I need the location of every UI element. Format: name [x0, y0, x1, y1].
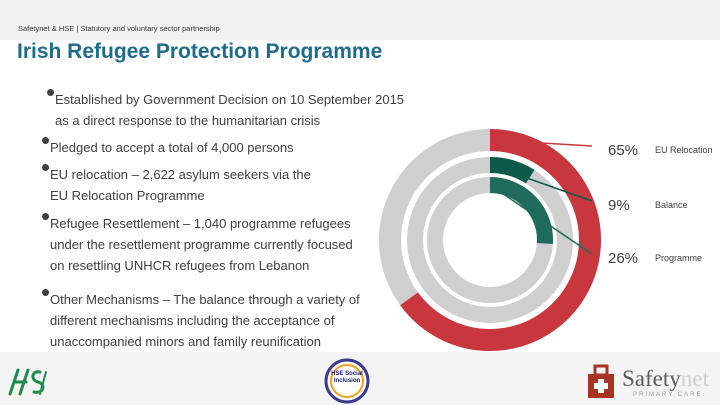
bullet-line: different mechanisms including the acceptance of [50, 313, 335, 328]
bullet-line: under the resettlement programme currently focused [50, 237, 353, 252]
hse-social-inclusion-seal [319, 358, 375, 404]
series-label: EU Relocation [655, 145, 713, 155]
safetynet-logo [580, 358, 720, 405]
bullet-line: as a direct response to the humanitarian crisis [55, 113, 321, 128]
leader-line [490, 185, 592, 254]
ring-track-eu-relocation [390, 140, 590, 340]
ring-arc-balance [490, 165, 530, 177]
leader-line [490, 165, 592, 201]
hse-logo [6, 364, 52, 398]
value-label: 9% [608, 197, 630, 214]
ring-arc-eu-relocation [409, 140, 590, 340]
bullet-line: on resettling UNHCR refugees from Lebanon [50, 258, 310, 273]
ring-track-balance [415, 165, 565, 315]
ring-arc-programme [490, 185, 545, 243]
series-label: Programme [655, 253, 703, 263]
bullet-dot: • [41, 125, 51, 155]
bullet-line: EU relocation – 2,622 asylum seekers via the [50, 167, 311, 182]
bullet-dot: • [46, 77, 56, 107]
slide-title: Irish Refugee Protection Programme [17, 40, 383, 63]
ring-track-programme [435, 185, 545, 295]
bullet-resettlement [41, 201, 353, 276]
brand-net: net [680, 366, 709, 391]
header-bar [0, 0, 720, 40]
leader-line [490, 140, 592, 146]
bullet-line: unaccompanied minors and family reunification [50, 334, 321, 349]
bullet-pledged [41, 125, 294, 158]
bullet-dot: • [41, 201, 51, 231]
bullet-line: Pledged to accept a total of 4,000 persons [50, 140, 294, 155]
bullet-dot: • [41, 277, 51, 307]
bullet-eu-relocation [41, 152, 311, 206]
value-label: 26% [608, 250, 639, 267]
first-aid-icon [586, 364, 616, 400]
bullet-established [46, 77, 405, 131]
bullet-other-mechanisms [41, 277, 360, 352]
safetynet-wordmark [622, 366, 709, 392]
value-label: 65% [608, 142, 639, 159]
header-text: Safetynet & HSE | Statutory and voluntary sector partnership [18, 24, 220, 33]
hse-logo-mark [6, 364, 52, 398]
bullet-line: Other Mechanisms – The balance through a variety of [50, 292, 360, 307]
bullet-line: Established by Government Decision on 10 September 2015 [55, 92, 405, 107]
brand-safety: Safety [622, 366, 681, 391]
safetynet-tagline: PRIMARY CARE [633, 392, 703, 398]
bullet-line: EU Relocation Programme [50, 188, 205, 203]
seal-text: HSE Social Inclusion [331, 371, 363, 384]
bullet-dot: • [41, 152, 51, 182]
bullet-line: Refugee Resettlement – 1,040 programme refugees [50, 216, 351, 231]
series-label: Balance [655, 200, 688, 210]
